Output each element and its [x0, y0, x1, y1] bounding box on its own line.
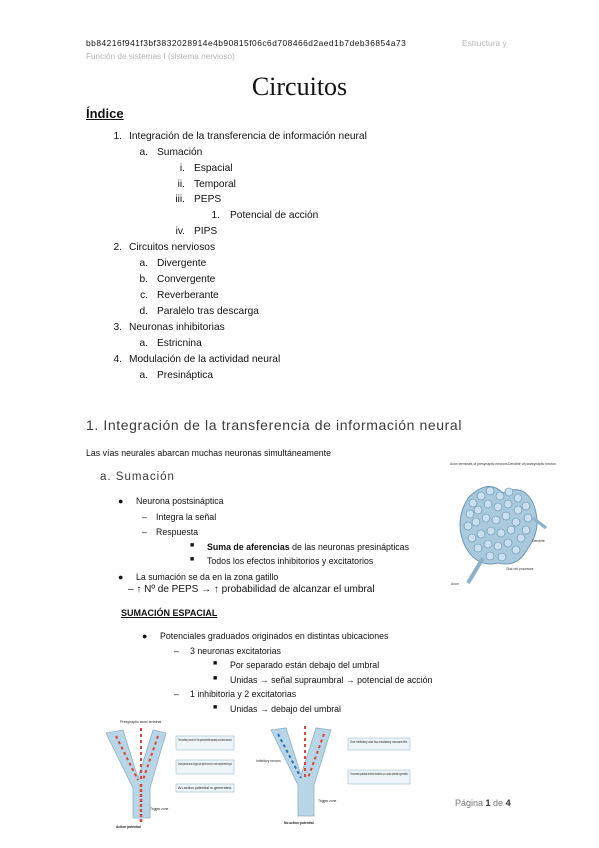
toc-text: Divergente [157, 258, 207, 269]
diagram-note: The summed potentials are below threshold, so no action potential is generated. [350, 772, 409, 776]
toc-number: iii. [175, 194, 185, 205]
bullet-bold-text: Suma de aferencias [207, 542, 290, 552]
subsection-title: SUMACIÓN ESPACIAL [121, 608, 218, 618]
toc-text: Modulación de la actividad neural [129, 354, 281, 365]
course-subtitle: Función de sistemas I (sistema nervioso) [86, 52, 235, 61]
toc-text: PEPS [194, 194, 222, 205]
label-presynaptic: Presynaptic axon terminal [120, 720, 162, 724]
label-action-potential: Action potential [116, 825, 141, 829]
toc-number: 1. [211, 210, 220, 221]
bullet-text: Unidas → debajo del umbral [230, 704, 342, 714]
bullet-text: Integra la señal [156, 512, 217, 522]
footer-mid: de [490, 798, 506, 808]
bullet-text: Respuesta [156, 527, 199, 537]
footer-prefix: Página [455, 798, 486, 808]
label-trigger-zone: Trigger zone [150, 807, 169, 811]
toc-text: Paralelo tras descarga [157, 306, 259, 317]
diagram-note: Graded potentials arrive at trigger zone together and sum to create a suprathreshold signal. [178, 762, 233, 766]
toc-number: a. [139, 147, 148, 158]
toc-number: 3. [113, 322, 122, 333]
toc-number: 1. [113, 131, 122, 142]
label-inhibitory-neuron: Inhibitory neuron [256, 759, 281, 763]
toc-text: Sumación [157, 147, 203, 158]
label-axon: Axon [451, 582, 459, 586]
bullet-text: – ↑ Nº de PEPS → ↑ probabilidad de alcanzar el umbral [128, 584, 375, 595]
page-number [455, 798, 511, 808]
bullet-text: La sumación se da en la zona gatillo [136, 572, 279, 582]
toc-text: Integración de la transferencia de información neural [129, 131, 367, 142]
spatial-summation-excitatory-diagram [98, 718, 254, 830]
bullet-item [128, 584, 375, 595]
diagram-note: An action potential is generated. [178, 786, 233, 790]
bullet-text: Potenciales graduados originados en distintas ubicaciones [160, 631, 389, 641]
toc-text: Convergente [157, 274, 216, 285]
toc-text: Temporal [194, 179, 236, 190]
bullet-text: Unidas → señal supraumbral → potencial de acción [230, 675, 433, 685]
toc-text: Presináptica [157, 370, 214, 381]
document-hash: bb84216f941f3bf3832028914e4b90815f06c6d708466d2aed1b7deb36854a73 [86, 38, 407, 48]
toc-text: Reverberante [157, 290, 219, 301]
toc-number: a. [139, 370, 148, 381]
page-title: Circuitos [251, 72, 348, 101]
toc-number: a. [139, 258, 148, 269]
spatial-summation-inhibitory-diagram [256, 720, 426, 828]
toc-number: a. [139, 338, 148, 349]
section-heading: 1. Integración de la transferencia de información neural [86, 417, 463, 433]
footer-page: 1 [485, 798, 491, 808]
bullet-text: Todos los efectos inhibitorios y excitatorios [207, 556, 374, 566]
index-heading: Índice [86, 106, 124, 121]
toc-number: c. [140, 290, 148, 301]
toc-text: Circuitos nerviosos [129, 242, 216, 253]
diagram-note: Three excitatory neurons fire. Their graded potentials separately are all below threshold. [178, 738, 233, 742]
bullet-text: 1 inhibitoria y 2 excitatorias [190, 689, 297, 699]
toc-text: Neuronas inhibitorias [129, 322, 225, 333]
diagram-note: One inhibitory and two excitatory neurons fire. [350, 740, 409, 744]
toc-number: 2. [113, 242, 122, 253]
toc-number: iv. [175, 226, 185, 237]
label-axon-terminals: Axon terminals of presynaptic neurons [450, 462, 508, 466]
toc-text: Espacial [194, 163, 233, 174]
bullet-text: Neurona postsináptica [136, 496, 224, 506]
label-no-action-potential: No action potential [284, 821, 314, 825]
toc-number: b. [139, 274, 148, 285]
label-dendrite: Dendrite [532, 539, 545, 543]
label-dendrite-post: Dendrite of postsynaptic neuron [508, 462, 556, 466]
section-intro: Las vías neurales abarcan muchas neuronas simultáneamente [86, 448, 331, 458]
label-trigger-zone: Trigger zone [318, 799, 337, 803]
bullet-text: Por separado están debajo del umbral [230, 660, 380, 670]
toc-number: 4. [113, 354, 122, 365]
bullet-text: de las neuronas presinápticas [289, 542, 409, 552]
neuron-illustration [448, 458, 556, 588]
footer-total: 4 [505, 798, 511, 808]
toc-text: Potencial de acción [230, 210, 319, 221]
label-glial: Glial cell processes [506, 567, 534, 571]
toc-text: Estricnina [157, 338, 202, 349]
toc-text: PIPS [194, 226, 218, 237]
subsection-heading: a. Sumación [100, 471, 175, 483]
toc-number: i. [179, 163, 185, 174]
toc-number: d. [139, 306, 148, 317]
course-title: Estructura y [462, 38, 507, 48]
toc-number: ii. [177, 179, 185, 190]
bullet-text: 3 neuronas excitatorias [190, 646, 281, 656]
